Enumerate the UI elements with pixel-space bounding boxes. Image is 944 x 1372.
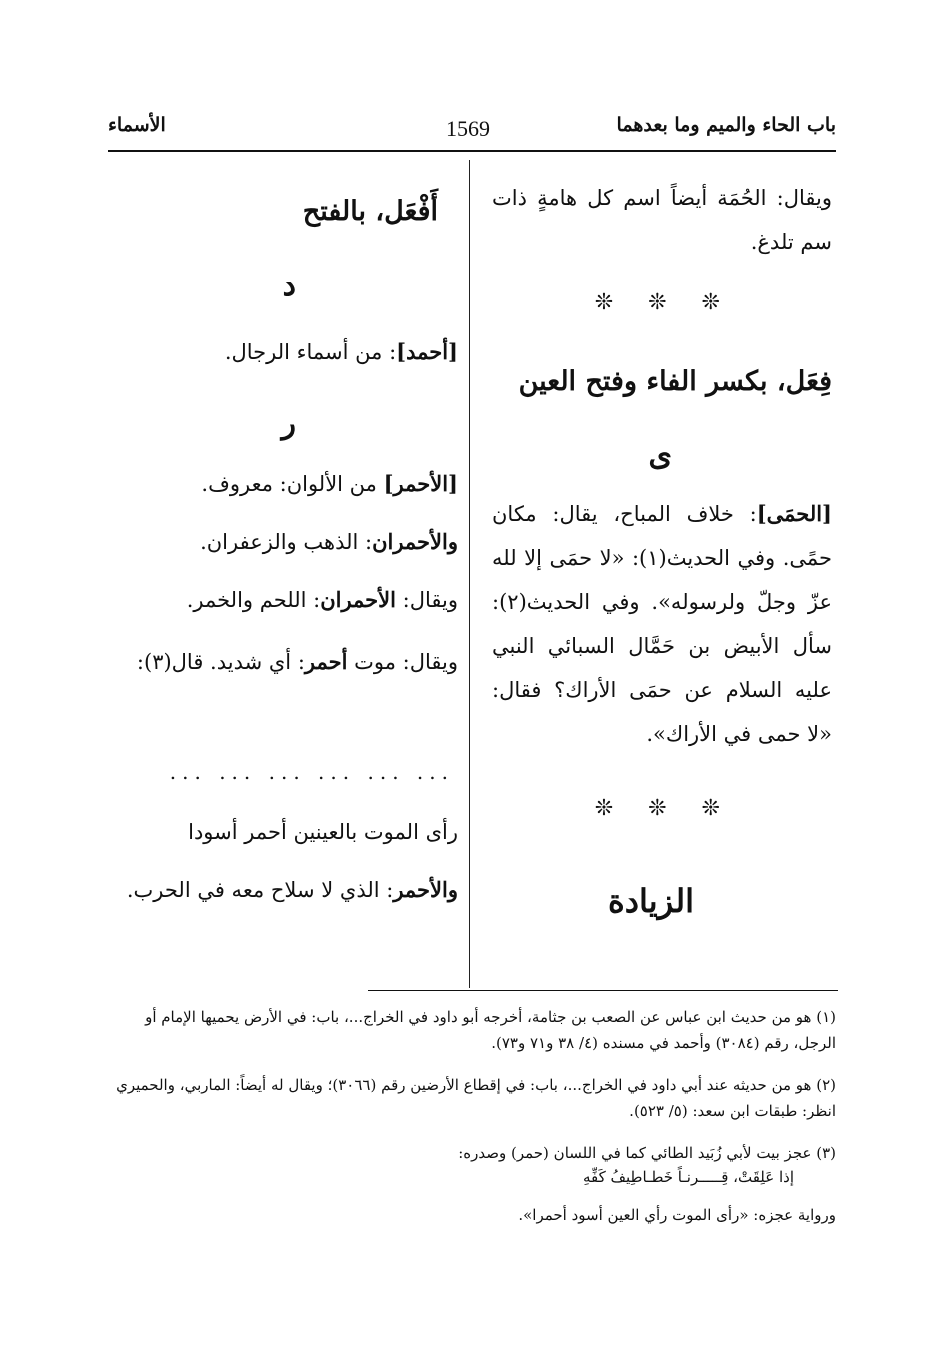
paragraph-hima xyxy=(492,492,832,756)
letter-ra: ر xyxy=(281,406,296,441)
term-hima: [الحمَى] xyxy=(756,501,832,526)
footnote-rule xyxy=(368,990,838,991)
header-rule xyxy=(108,150,836,152)
term-ahmad: [أحمد] xyxy=(396,339,458,364)
letter-dal: د xyxy=(282,268,296,303)
letter-ya: ى xyxy=(648,438,672,473)
text-ahmad: : من أسماء الرجال. xyxy=(224,340,397,364)
prefix-ahmarani-meat: ويقال: xyxy=(395,588,458,612)
term-ahmarani-meat: الأحمران xyxy=(320,587,396,612)
entry-ahmar xyxy=(108,462,458,506)
text-ahmar-unarmed: : الذي لا سلاح معه في الحرب. xyxy=(126,878,394,902)
footnote-1: (١) هو من حديث ابن عباس عن الصعب بن جثامة، أخرجه أبو داود في الخراج...، باب: في الأرض يحميها الإمام أو الرجل، رقم (٣٠٨٤) وأحمد في مسنده (٤/ ٣٨ و٧١ و٧٣). xyxy=(145,1008,836,1052)
footnote-3-verse: إذا عَلِقَتْ، قِـــــرنـاً خَطـاطِيفُ كَفِّهِ xyxy=(582,1168,794,1186)
entry-mawt-ahmar xyxy=(108,640,458,684)
paragraph-huma: ويقال: الحُمَة أيضاً اسم كل هامةٍ ذات سم تلدغ. xyxy=(492,186,832,254)
verse-ellipsis: ... ... ... ... ... ... xyxy=(169,760,454,784)
heading-fial: فِعَل، بكسر الفاء وفتح العين xyxy=(518,366,832,397)
section-stars-2: ❊ ❊ ❊ xyxy=(594,796,734,821)
term-mawt: أحمر xyxy=(304,649,348,674)
text-ahmarani: : الذهب والزعفران. xyxy=(200,530,373,554)
column-divider xyxy=(469,160,470,988)
section-title: الأسماء xyxy=(108,114,166,136)
term-ahmar-unarmed: والأحمر xyxy=(393,877,458,902)
footnote-3: (٣) عجز بيت لأبي زُبَيد الطائي كما في اللسان (حمر) وصدره: xyxy=(458,1144,836,1162)
verse-line: رأى الموت بالعينين أحمر أسودا xyxy=(188,820,458,844)
term-ahmarani: والأحمران xyxy=(372,529,458,554)
page-number: 1569 xyxy=(446,116,490,141)
footnote-3-variant: ورواية عجزه: «رأى الموت رأي العين أسود أحمرا». xyxy=(518,1206,836,1224)
entry-ahmarani xyxy=(108,520,458,564)
heading-ziyada: الزيادة xyxy=(608,882,694,920)
heading-afal: أَفْعَل، بالفتح xyxy=(302,196,438,227)
section-stars-1: ❊ ❊ ❊ xyxy=(594,290,734,315)
entry-ahmad xyxy=(108,330,458,374)
prefix-mawt: ويقال: موت xyxy=(347,650,458,674)
footnote-2: (٢) هو من حديثه عند أبي داود في الخراج...، باب: في إقطاع الأرضين رقم (٣٠٦٦)؛ ويقال له أيضاً: الماربي، والحميري انظر: طبقات ابن سعد: (٥/ ٥٢٣). xyxy=(116,1076,836,1120)
term-ahmar: [الأحمر] xyxy=(383,471,458,496)
text-ahmar: من الألوان: معروف. xyxy=(201,472,384,496)
text-mawt: : أي شديد. قال(٣): xyxy=(136,650,305,674)
text-ahmarani-meat: : اللحم والخمر. xyxy=(186,588,321,612)
chapter-title: باب الحاء والميم وما بعدهما xyxy=(616,114,836,136)
text-hima: : خلاف المباح، يقال: مكان حمًى. وفي الحديث(١): «لا حمَى إلا لله عزّ وجلّ ولرسوله». وفي الحديث(٢): سأل الأبيض بن حَمَّال السبائي النبي عليه السلام عن حمَى الأراك؟ فقال: «لا حمى في الأراك». xyxy=(492,502,832,746)
entry-ahmar-unarmed xyxy=(108,868,458,912)
entry-ahmarani-meat xyxy=(108,578,458,622)
